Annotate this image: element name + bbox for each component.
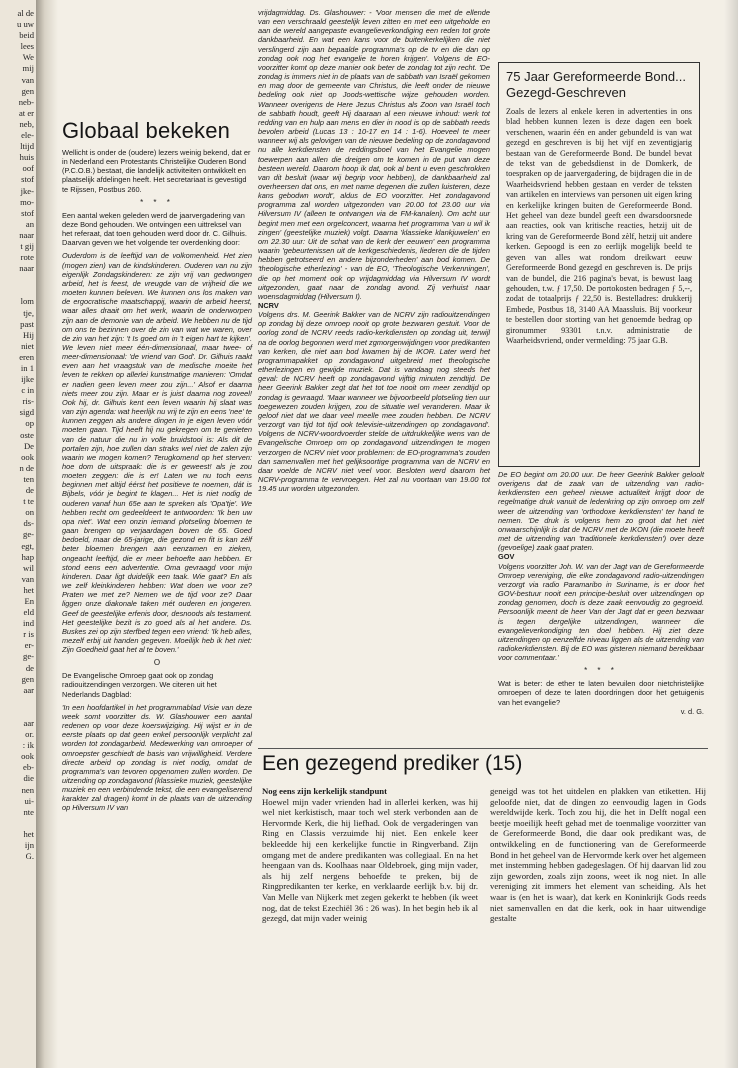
- ncrv-heading: NCRV: [258, 301, 279, 310]
- article-title-gezegend-prediker: Een gezegend prediker (15): [262, 752, 523, 775]
- prediker-column-right: [490, 786, 706, 924]
- globaal-bekeken-column: [62, 148, 252, 813]
- book-spine-shadow: [36, 0, 58, 1068]
- gov-heading: GOV: [498, 552, 515, 562]
- right-column: [498, 470, 704, 716]
- previous-page-edge: [0, 0, 36, 1068]
- author-initials: v. d. G.: [680, 706, 704, 716]
- article-title-globaal-bekeken: Globaal bekeken: [62, 118, 231, 143]
- page-edge-shadow: [724, 0, 738, 1068]
- prediker-subtitle: Nog eens zijn kerkelijk standpunt: [262, 786, 388, 796]
- eo-quote: 'In een hoofdartikel in het programmablad Visie van deze week somt voorzitter ds. W. Glashouwer een aantal redenen op voor deze koerswijziging. Hij wijst er in de eerste plaats op dat geen enkel persoonlijk verplicht zal worden tot zondagarbeid. Medewerking van omroeper of omroepster geschiedt de basis van vrijwilligheid. Verdere directe arbeid op zondag is niet nodig, omdat de programma's van tevoren opgenomen zullen worden. De uitzending op zondagavond (klassieke muziek, geestelijke muziek en een verbindende tekst, die een evangeliserend karakter zal dragen) komt in de plaats van de uitzending op Hilversum IV van: [62, 702, 252, 813]
- gereformeerde-bond-notice-box: [498, 62, 700, 467]
- closing-question: Wat is beter: de ether te laten bevuilen door nietchristelijke omroepen of deze te laten doordringen door het getuigenis van het evangelie?: [498, 679, 704, 707]
- previous-page-text: al de u uw beid lees We mij van gen neb- at er neb, ele- ltijd huis oof stof jke- mo- stof an naar t gij rote naar lom tje, past Hij niet eren in 1 ijke c in ris- sigd op oste De ook n de ten de t te on ds- ge- egt, hap wil van het En eld ind r is er- ge- de gen aar aar or. : ik ook eb- die nen ui- nte het ijn G.: [17, 8, 34, 862]
- eo-ncrv-paragraph: De EO begint om 20.00 uur. De heer Geerink Bakker geloolt overigens dat de zaak van de uitzending van radio-kerkdiensten een geheel nieuwe actualiteit krijgt door de regelmatige druk vanuit de ledenkring op zijn omroep om zelf weer de uitzending van 'orthodoxe kerkdiensten' ter hand te nemen. 'De druk is volgens hem zo groot dat het niet onwaarschijnlijk is dat de NCRV met de IKON (die moete heeft met de uitzending van 'traditionele kerkdiensten') over deze (gevoelige) zaak gaat praten.: [498, 470, 704, 553]
- eo-intro-paragraph: De Evangelische Omroep gaat ook op zondag radiouitzendingen verzorgen. We citeren uit het Nederlands Dagblad:: [62, 671, 217, 699]
- prediker-text-right: geneigd was tot het uitdelen en plakken van etiketten. Hij geloofde niet, dat de dingen zo eenvoudig lagen in Gods wereldwijde kerk. Toch zou hij, die het in Delft nogal een beetje moeilijk heeft gehad met de toenmalige voorzitter van de Gereformeerde Bond, die daar ook predikant was, de ontwikkeling en de functionering van de Gereformeerde Bond in het geheel van de Hervormde kerk over het algemeen met instemming hebben gadegeslagen. Of hij daarvan lid zou zijn geworden, zoals zijn zoons, weet ik nog niet. In alle vereniging zit immers het element van scheiding. Als het waar is (en het is waar), dat kerk en Koninkrijk Gods reeds niet samenvallen en dat die kerk, ook in haar uitwendige gestalte: [490, 786, 706, 924]
- section-divider-stars: * * *: [140, 197, 174, 207]
- glashouwer-quote: vrijdagmiddag. Ds. Glashouwer: - 'Voor mensen die met de ellende van een verschraald geestelijk leven zitten en met een uitgeholde en aan de wereld aangepaste evangelieverkondiging een reden tot grote dankbaarheid. En wat een kans voor de buitenkerkelijken die niet verslingerd zijn aan bepaalde programma's op de tv en die dan op zondag ook nog het evangelie te horen krijgen'. Volgens de EO-voorzitter komt op deze manier ook beter de zondag tot zijn recht. 'De zondag is immers niet in de plaats van de sabbath van Israël gekomen en mag door de gemeente van Christus, die leeft onder de nieuwe bedeling ook niet op Joods-wettische wijze gehouden worden. Wanneer overigens de Here Jezus Christus als Zoon van Israël toch de sabbath houdt, geeft Hij daaraan al een nieuwe inhoud: werk tot redding van en hulp aan mens en dier in nood is op de sabbath reeds bevolen arbeid (Lucas 13 : 10-17 en 14 : 1-6). Hoeveel te meer wanneer wij als gelovigen van de nieuwe bedeling op de zondagavond nu alle kerkdiensten de reddingsboel van het Evangelie mogen toewerpen aan allen die dreigen om te komen in de put van deze besteen wereld. Daarom hoop ik dat, ook al bent u even geschrokken van dit besluit (waar wij begrip voor hebben), de dankbaarheid zal overheersen dat ons, en met name degenen die zullen luisteren, deze kans gebodwn wordt', aldus de EO voorzitter. Het zondagavond programma zal worden uitgezonden van 20.00 tot 23.00 uur via Hilversum IV (alleen te ontvangen via de FM-kanalen). Om acht uur begint men met een orgelconcert, waarna het programma 'van u wil ik zingen' (geestelijke muziek) volgt. Daarna 'klassieke klankjuwelen' en om 22.30 uur: Uit de schat van de kerk der eeuwen' een programma waarin 'gebeurtenissen uit de kerkgeschiedenis, liederen die de tijden hebben getrotseerd en andere bijzonderheden' aan bod komen. De 'theologische etherlezing' - van de EO, 'Theologische Verkenningen', die op het moment ook op vrijdagmiddag via Hilversum IV wordt uitgezonden, gaat naar de zondag avond. Zij verhuist naar woensdagmiddag (Hilversum I).: [258, 8, 490, 301]
- notice-body: Zoals de lezers al enkele keren in advertenties in ons blad hebben kunnen lezen is deze dagen een boek verschenen, waarin één en ander gebundeld is van wat gezegd en geschreven is bij het vijf en zeventigjarig bestaan van de Gereformeerde Bond. De bundel bevat de tekst van de gebedsdienst in de Domkerk, de toespraken op de jaarvergadering, de bijdragen die in de Waarheidsvriend hebben gestaan en verder de teksten van artikelen en interviews van personen uit eigen kring en kerkelijke kringen buiten de Gereformeerde Bond. Het geheel van deze bundel geeft een dwarsdoorsnede aan reacties, ook van kritische reacties, hetzij uit de kring van de Gereformeerde Bond zèlf, hetzij uit andere kerken. Gepoogd is een zo eerlijk mogelijk beeld te geven van alles wat rondom dreikwart eeuw Gereformeerde Bond gezegd en geschreven is. De prijs van de bundel, die 216 pagina's bevat, is bewust laag gehouden, t.w. ƒ 17,50. De portokosten bedragen ƒ 5,--, zodat de totaalprijs ƒ 22,50 is. Bestelladres: drukkerij Embede, Postbus 18, 3140 AA Maassluis. Bij voorkeur te bestellen door storting van het genoemde bedrag op gironummer 93301 t.n.v. administratie de Waarheidsvriend, onder vermelding: 75 jaar G.B.: [506, 107, 692, 345]
- middle-column: [258, 8, 490, 493]
- section-divider-o: O: [153, 658, 161, 668]
- prediker-column-left: [262, 786, 478, 924]
- prediker-text-left: Hoewel mijn vader vrienden had in allerlei kerken, was hij wel niet kerkistisch, maar toch wel sterk verbonden aan de Hervormde Kerk, die hij liefhad. Ook de vergaderingen van Ring en Classis verzuimde hij niet. Een enkele keer bekleedde hij een kerkelijke functie in Ringverband. Zijn omgang met de andere predikanten was collegiaal. En na het heengaan van ds. Koolhaas naar Oldebroek, ging mijn vader, als hij zelf nergens behoefde te preken, bij de Ringpredikanten ter kerke, en verklaarde eerlijk b.v. bij dr. Van Melle van Nijkerk met zegen gekerkt te hebben (ik weet nog, dat de tekst Ezechiël 36 : 26 was). In het begin heb ik al gezegd, dat mijn vader weinig: [262, 796, 478, 924]
- notice-title: 75 Jaar Gereformeerde Bond... Gezegd-Geschreven: [506, 69, 686, 100]
- jaarvergadering-paragraph: Een aantal weken geleden werd de jaarvergadering van deze Bond gehouden. We ontvingen een uittreksel van het referaat, dat toen gehouden werd door dr. C. Gilhuis. Daarvan geven we het volgende ter overdenking door:: [62, 210, 247, 248]
- intro-paragraph: Wellicht is onder de (oudere) lezers weinig bekend, dat er in Nederland een Protestants Christelijke Ouderen Bond (P.C.O.B.) bestaat, die landelijk activiteiten ontwikkelt en plaatselijk afdelingen heeft. Het secretariaat is gevestigd te Rijssen, Postbus 260.: [62, 148, 251, 194]
- section-rule: [258, 748, 708, 749]
- ncrv-paragraph: Volgens drs. M. Geerink Bakker van de NCRV zijn radiouitzendingen op zondag bij deze omroep nooit op grote bezwaren gestuit. Voor de oorlog zond de NCRV reeds radio-kerkdiensten op zondag uit, terwijl na de oorlog begonnen werd met zgmorgenwijdingen voor predikanten van kerken, die niet aan bod kwamen bij de IKOR. Later werd het programmapakket op zondagavond uitgebreid met theologische etherlezingen en gewijde muziek. Dat is vandaag nog steeds het geval: de NCRV heeft op zondagavond vijftig minuten zendtijd. De heer Geerink Bakker zegt dat het tot toe nooit om meer zendtijd op zondag is gevraagd. 'Maar wanneer we bijvoorbeeld plotseling tien uur toegewezen zouden krijgen, zou de situatie wel veranderen. Maar ik geloof niet dat we daar veel meelle mee zouden hebben. De NCRV verzorgt van tijd tot tijd ook televisie-uitzendingen op zondagavond'. Volgens de NCRV-woordvoerder stelde de uitdrukkelijke wens van de Evangelische Omroep om op zondagavond uitzendingen te mogen verzorgen de NCRV niet voor problemen: de EO-programma's zouden dan samenvallen met het gelijksoortige programma van de NCRV en daar voelde de NCRV niet veel voor. Besloten werd daarom het NCRV-programma te vervroegen. Het zal nu voortaan van 19.00 tot 19.45 uur worden uitgezonden.: [258, 310, 490, 494]
- gilhuis-quote: Ouderdom is de leeftijd van de volkomenheid. Het zien (mogen zien) van de kindskinderen. Ouderen van nu zijn eigenlijk Zondagskinderen: ze zijn vrij van gedwongen arbeid, het is feest, de vreugde van de vrijheid die we moeten kunnen beleven. We kunnen ons los maken van de ergocratische maatschappij, waarin de arbeid heerst, waar alles draait om het werk, waarin de onderworpen zijn aan de demonie van de arbeid. We hebben nu de tijd om ons te bezinnen over de zin van wat we waren, over de zin van het zijn: 't Is goed om in 't eigen hart te kijken'. We leven niet meer één-dimensionaal, maar twee- of meer-dimensionaal: 'de vriend van God'. Dr. Gilhuis raakt even aan het vraagstuk van de medische moeite het leven te rekken op allerlei kunstmatige manieren: 'Omdat er nadien geen leven meer zou zijn...' Alsof er daarna niets meer zou zijn. Maar er is juist daarna nog zoveel! Ook hij, dr. Gilhuis kent een leven waarin hij slaat was van zijn agenda: wat heerlijk nu vrij te zijn en eens 'nee' te kunnen zeggen als andere dingen in je eigen leven vóór moeten gaan. Tijd heeft hij nu gekregen om te genieten van de natuur die nu in volle bruidstooi is: Als dit de portalen zijn, hoe zullen dan straks wel niet de zalen zijn waarin we mogen komen? Terugkomend op het sterven: hoe dom de uitspraak: die is er geweest! als je zou moeten zeggen: die is er! Laten we nu toch eens beginnen met altijd éérst het positieve te noemen, dát is Bijbels, vóór je begint te klagen... Het is niet nodig de ouderen vanaf hun 65e aan te spreken als 'Opa'tje'. We hebben recht om gedeeldeert te antwoorden: 'Ik ben uw opa niet'. Wat een onzin iemand plotseling bloemen te gaan brengen op verjaardagen boven de 65. Goed bedoeld, maar de 65-jarige, die gezond en fit is kan zélf beter bloemen brengen aan eenzamen en zieken, ongeacht leeftijd, die er meer behoefte aan hebben. Er stond eens een advertentie. Oma gevraagd voor mijn kinderen. Daar ligt duidelijk een taak. Wie gaat? En als we zelf kleinkinderen hebben: Wat doen we voor ze? Praten we met ze? Nemen we de tijd voor ze? Daar liggen onze diakonale taken mét ouderen en jongeren. Geef de geestelijke erfenis door, desnoods als testament. Het geestelijke bezit is zo goed als al het andere. Ds. Buskes zei op zijn sterfbed tegen een vriend: 'Ik heb alles, mezelf erbij uit handen gegeven. Moeilijk heb ik het niet: Zijn Goedheid gaat het al te boven.': [62, 251, 252, 655]
- section-divider-stars-right: * * *: [584, 666, 618, 676]
- gov-paragraph: Volgens voorzitter Joh. W. van der Jagt van de Gereformeerde Omroep vereniging, die elke zondagavond radio-uitzendingen verzorgt via radio Paramaribo in Suriname, is er door het GOV-bestuur nooit een principe-besluit over uitzendingen op zondag genomen, doch is deze zaak eenvoudig zo gegroeid. Persoonlijk meent de heer Van der Jagt dat er geen bezwaar is tegen dergelijke uitzendingen, wanneer die evangelieverkondiging ten doel hebben. Hij ziet deze uitzendingen op eenzelfde niveau liggen als de uitzending van radiokerkdiensten. Bij de EO was gisteren niemand bereikbaar voor commentaar.': [498, 561, 704, 663]
